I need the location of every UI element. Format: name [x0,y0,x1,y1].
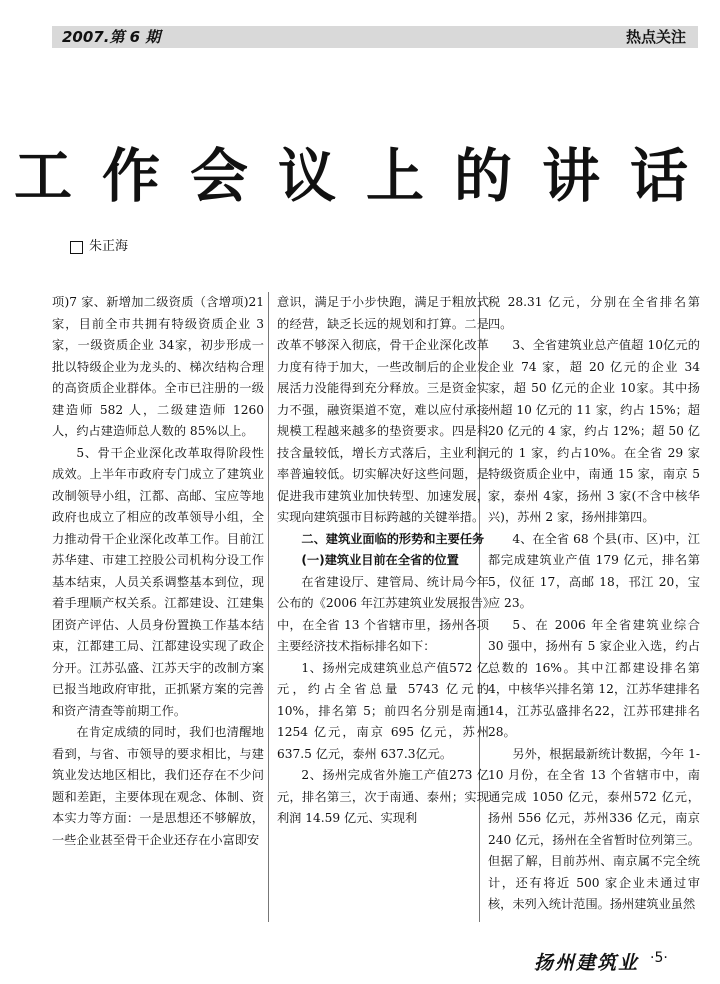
paragraph: 1、扬州完成建筑业总产值572 亿元，约占全省总量 5743 亿元的 10%，排名第 5；前四名分别是南通 1254 亿元，南京 695 亿元，苏州 637.5 亿元，泰州 637.3亿元。 [277,660,489,761]
text-column-3 [488,292,700,916]
paragraph: 5、骨干企业深化改革取得阶段性成效。上半年市政府专门成立了建筑业改制领导小组，江都、高邮、宝应等地政府也成立了相应的改革领导小组，全力推动骨干企业深化改革工作。目前江苏华建、市建工控股公司机构分设工作基本结束，人员关系调整基本到位，现着手理顺产权关系。江都建设、江建集团资产评估、人员身份置换工作基本结束，江都建工局、江都建设实现了政企分开。江苏弘盛、江苏天宇的改制方案已报当地政府审批，正抓紧方案的完善和资产清查等前期工作。 [52,445,264,718]
paragraph: 另外，根据最新统计数据，今年 1- 10 月份，在全省 13 个省辖市中，南通完成 1050 亿元，泰州572 亿元，扬州 556 亿元，苏州336 亿元，南京 240 亿元，扬州在全省暂时位列第三。但据了解，目前苏州、南京属不完全统计，还有将近 500 家企业未通过审核，未列入统计范围。扬州建筑业虽然 [488,746,700,911]
subsection-heading: (一)建筑业目前在全省的位置 [301,553,459,567]
author-name: 朱正海 [89,239,129,254]
paragraph: 意识，满足于小步快跑，满足于粗放式的经营，缺乏长远的规划和打算。二是改革不够深入彻底，骨干企业深化改革力度有待于加大，一些改制后的企业发展活力没能得到充分释放。三是资金实力不强，融资渠道不宽，难以应付承接规模工程越来越多的垫资要求。四是科技含量较低，增长方式落后，主业利润率普遍较低。切实解决好这些问题，是促进我市建筑业加快转型、加速发展，实现向建筑强市目标跨越的关键举措。 [277,295,489,524]
page-number: ·5· [650,950,668,966]
magazine-logo: 扬州建筑业 [534,952,640,974]
paragraph: 项)7 家、新增加二级资质（含增项)21 家，目前全市共拥有特级资质企业 3 家，一级资质企业 34家，初步形成一批以特级企业为龙头的、梯次结构合理的高资质企业群体。全市已注册的一级建造师 582 人，二级建造师 1260人，约占建造师总人数的 85%以上。 [52,295,264,438]
issue-label: 2007.第 6 期 [62,28,161,46]
column-divider [268,292,269,922]
section-heading: 二、建筑业面临的形势和主要任务 [301,531,485,546]
paragraph: 5、在 2006 年全省建筑业综合 30 强中，扬州有 5 家企业入选，约占总数的 16%。其中江都建设排名第 4，中核华兴排名第 12，江苏华建排名 14，江苏弘盛排名22，江苏邗建排名 28。 [488,617,700,739]
text-column-2 [277,292,489,830]
paragraph: 3、全省建筑业总产值超 10亿元的企业 74 家，超 20 亿元的企业 34 家，超 50 亿元的企业 10家。其中扬州超 10 亿元的 11 家，约占 15%；超 20 亿元的 4 家，约占 12%；超 50 亿元的 1 家，约占10%。在全省 29 家特级资质企业中，南通 15 家，南京 5 家，泰州 4家，扬州 3 家(不含中核华兴)，苏州 2 家，扬州排第四。 [488,338,700,524]
author-line [70,238,128,256]
paragraph: 在肯定成绩的同时，我们也清醒地看到，与省、市领导的要求相比，与建筑业发达地区相比，我们还存在不少问题和差距，主要体现在观念、体制、资本实力等方面：一是思想还不够解放，一些企业甚至骨干企业还存在小富即安 [52,725,264,847]
paragraph: 税 28.31 亿元，分别在全省排名第四。 [488,295,700,331]
paragraph: 4、在全省 68 个县(市、区)中，江都完成建筑业产值 179 亿元，排名第 5，仪征 17，高邮 18，邗江 20，宝应 23。 [488,531,700,610]
square-icon [70,241,83,254]
paragraph: 2、扬州完成省外施工产值273 亿元，排名第三，次于南通、泰州；实现利润 14.59 亿元、实现利 [277,768,489,825]
section-label: 热点关注 [625,28,686,46]
text-column-1 [52,292,264,851]
paragraph: 在省建设厅、建管局、统计局今年公布的《2006 年江苏建筑业发展报告》中，在全省 13 个省辖市里，扬州各项主要经济技术指标排名如下： [277,574,489,653]
article-title: 工作会议上的讲话 [14,142,719,210]
